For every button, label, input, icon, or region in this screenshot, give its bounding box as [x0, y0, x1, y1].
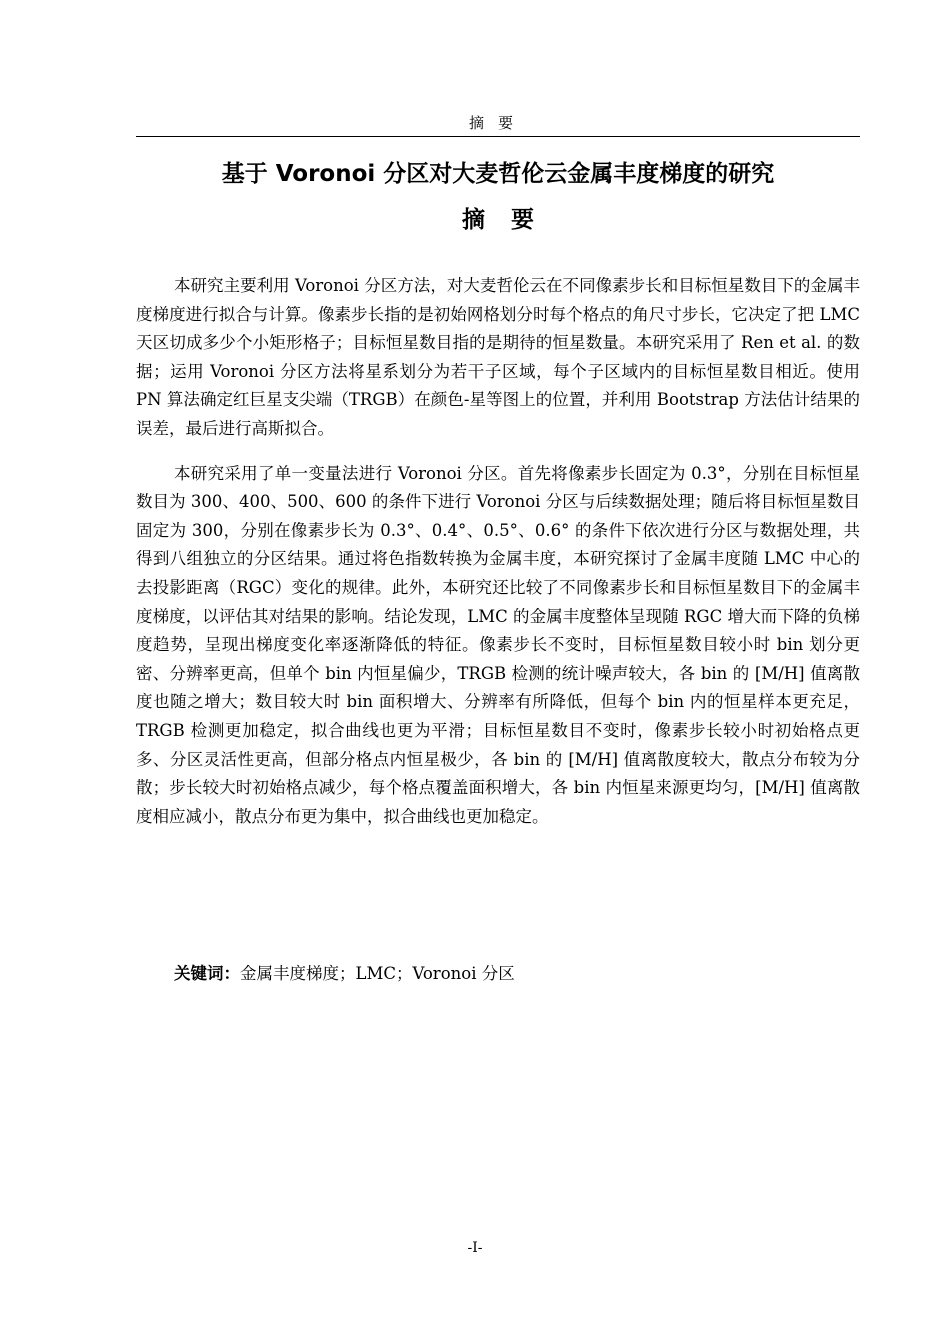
keywords-value: 金属丰度梯度；LMC；Voronoi 分区	[240, 964, 515, 983]
thesis-title: 基于 Voronoi 分区对大麦哲伦云金属丰度梯度的研究	[221, 161, 775, 187]
header-rule	[136, 136, 860, 137]
abstract-paragraph-1: 本研究主要利用 Voronoi 分区方法，对大麦哲伦云在不同像素步长和目标恒星数目下的金属丰度梯度进行拟合与计算。像素步长指的是初始网格划分时每个格点的角尺寸步长，它决定了把 LMC 天区切成多少个小矩形格子；目标恒星数目指的是期待的恒星数量。本研究采用了 Ren et al. 的数据；运用 Voronoi 分区方法将星系划分为若干子区域，每个子区域内的目标恒星数目相近。使用 PN 算法确定红巨星支尖端（TRGB）在颜色-星等图上的位置，并利用 Bootstrap 方法估计结果的误差，最后进行高斯拟合。	[136, 276, 860, 438]
abstract-body	[136, 272, 860, 847]
page-number: -I-	[467, 1240, 483, 1256]
keywords-label: 关键词：	[174, 964, 240, 983]
abstract-heading: 摘要	[462, 207, 560, 233]
running-header: 摘要	[468, 114, 527, 132]
keywords-line	[174, 960, 860, 988]
abstract-paragraph-2: 本研究采用了单一变量法进行 Voronoi 分区。首先将像素步长固定为 0.3°，分别在目标恒星数目为 300、400、500、600 的条件下进行 Voronoi 分区与后续数据处理；随后将目标恒星数目固定为 300，分别在像素步长为 0.3°、0.4°、0.5°、0.6° 的条件下依次进行分区与数据处理，共得到八组独立的分区结果。通过将色指数转换为金属丰度，本研究探讨了金属丰度随 LMC 中心的去投影距离（RGC）变化的规律。此外，本研究还比较了不同像素步长和目标恒星数目下的金属丰度梯度，以评估其对结果的影响。结论发现，LMC 的金属丰度整体呈现随 RGC 增大而下降的负梯度趋势，呈现出梯度变化率逐渐降低的特征。像素步长不变时，目标恒星数目较小时 bin 划分更密、分辨率更高，但单个 bin 内恒星偏少，TRGB 检测的统计噪声较大，各 bin 的 [M/H] 值离散度也随之增大；数目较大时 bin 面积增大、分辨率有所降低，但每个 bin 内的恒星样本更充足，TRGB 检测更加稳定，拟合曲线也更为平滑；目标恒星数目不变时，像素步长较小时初始格点更多、分区灵活性更高，但部分格点内恒星极少，各 bin 的 [M/H] 值离散度较大，散点分布较为分散；步长较大时初始格点减少，每个格点覆盖面积增大，各 bin 内恒星来源更均匀，[M/H] 值离散度相应减小，散点分布更为集中，拟合曲线也更加稳定。	[136, 463, 860, 826]
